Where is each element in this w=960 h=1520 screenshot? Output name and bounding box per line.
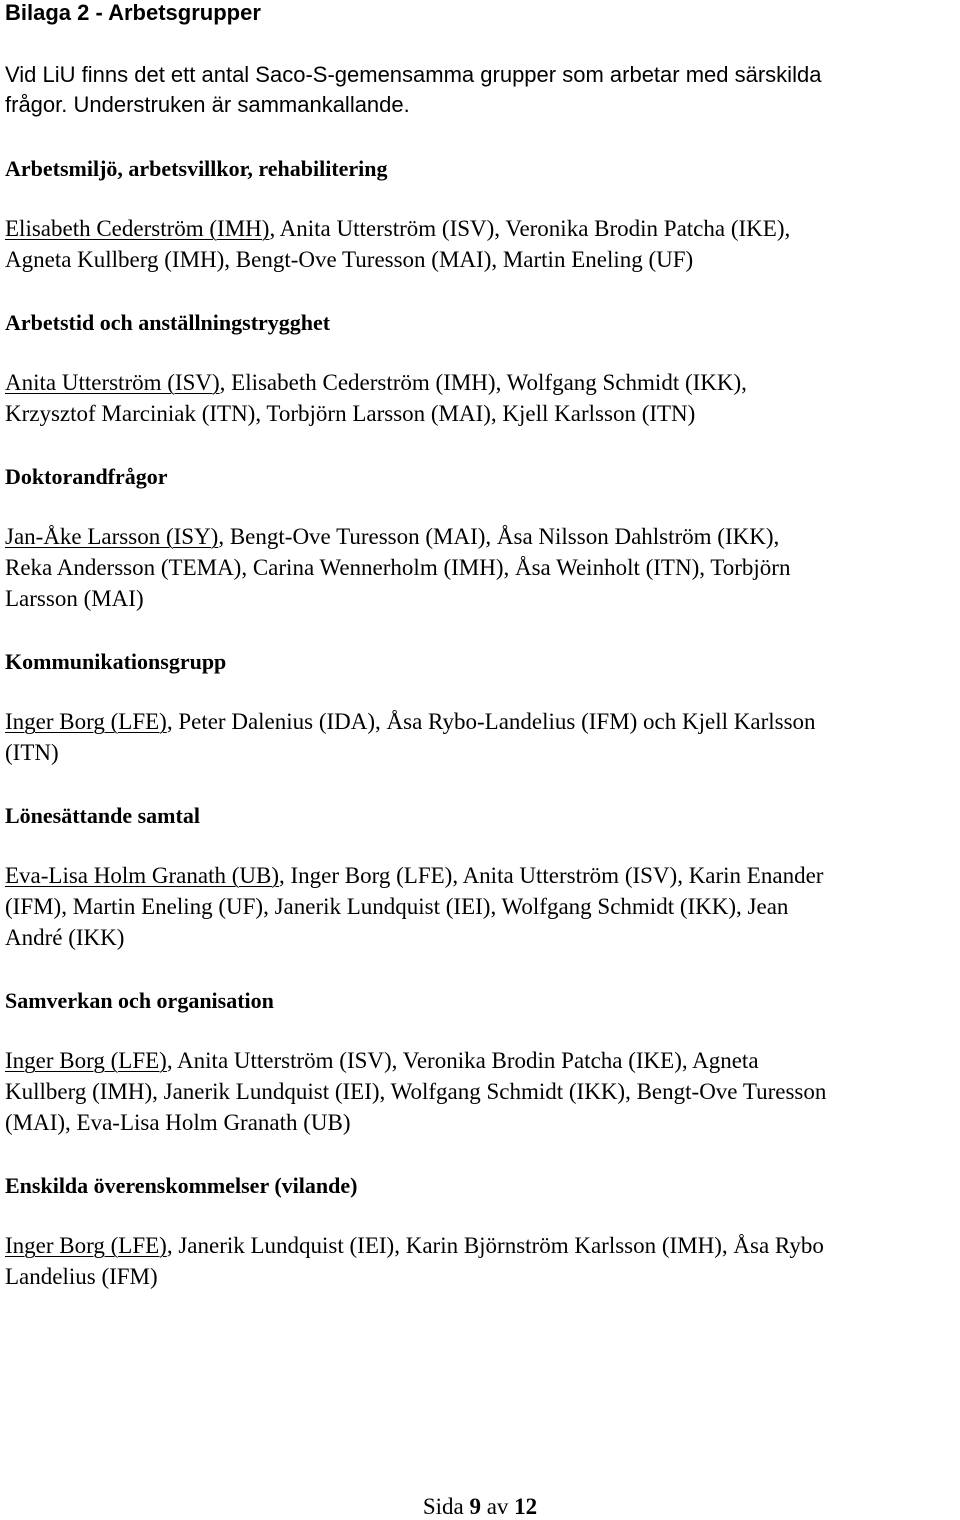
members-text: , Inger Borg (LFE), Anita Utterström (ISV), Karin Enander xyxy=(279,863,824,888)
group-heading: Arbetstid och anställningstrygghet xyxy=(5,310,331,335)
group-heading: Lönesättande samtal xyxy=(5,803,200,828)
members-text: , Bengt-Ove Turesson (MAI), Åsa Nilsson Dahlström (IKK), xyxy=(218,524,780,549)
convener-name: Jan-Åke Larsson (ISY) xyxy=(5,524,219,549)
intro-line-2: frågor. Understruken är sammankallande. xyxy=(5,92,410,117)
group-members-line: Landelius (IFM) xyxy=(5,1264,158,1289)
group-members-line xyxy=(5,524,779,550)
members-text: , Janerik Lundquist (IEI), Karin Björnström Karlsson (IMH), Åsa Rybo xyxy=(166,1233,824,1258)
intro-line-1: Vid LiU finns det ett antal Saco-S-gemensamma grupper som arbetar med särskilda xyxy=(5,62,822,87)
convener-name: Eva-Lisa Holm Granath (UB) xyxy=(5,863,280,888)
group-members-line: (MAI), Eva-Lisa Holm Granath (UB) xyxy=(5,1110,351,1135)
group-members-line: (ITN) xyxy=(5,740,59,765)
group-members-line: Krzysztof Marciniak (ITN), Torbjörn Larsson (MAI), Kjell Karlsson (ITN) xyxy=(5,401,696,426)
group-members-line: Larsson (MAI) xyxy=(5,586,144,611)
group-members-line xyxy=(5,863,823,889)
page-label: Sida xyxy=(422,1494,464,1519)
current-page-number: 9 xyxy=(469,1494,481,1519)
group-members-line xyxy=(5,370,747,396)
members-text: , Elisabeth Cederström (IMH), Wolfgang Schmidt (IKK), xyxy=(219,370,747,395)
group-members-line: Agneta Kullberg (IMH), Bengt-Ove Turesson (MAI), Martin Eneling (UF) xyxy=(5,247,694,272)
page-of-label: av xyxy=(486,1494,509,1519)
group-heading: Enskilda överenskommelser (vilande) xyxy=(5,1173,358,1198)
group-members-line: André (IKK) xyxy=(5,925,125,950)
group-members-line xyxy=(5,1048,759,1074)
group-members-line xyxy=(5,709,816,735)
convener-name: Elisabeth Cederström (IMH) xyxy=(5,216,270,241)
convener-name: Inger Borg (LFE) xyxy=(5,709,167,734)
group-members-line: Kullberg (IMH), Janerik Lundquist (IEI), Wolfgang Schmidt (IKK), Bengt-Ove Turesson xyxy=(5,1079,827,1104)
group-members-line xyxy=(5,216,790,242)
page-title: Bilaga 2 - Arbetsgrupper xyxy=(5,0,261,25)
group-heading: Arbetsmiljö, arbetsvillkor, rehabilitering xyxy=(5,156,388,181)
members-text: , Anita Utterström (ISV), Veronika Brodin Patcha (IKE), xyxy=(269,216,791,241)
page-number-footer xyxy=(0,1494,960,1520)
group-heading: Kommunikationsgrupp xyxy=(5,649,227,674)
convener-name: Anita Utterström (ISV) xyxy=(5,370,220,395)
group-members-line: (IFM), Martin Eneling (UF), Janerik Lundquist (IEI), Wolfgang Schmidt (IKK), Jean xyxy=(5,894,789,919)
convener-name: Inger Borg (LFE) xyxy=(5,1048,167,1073)
members-text: , Anita Utterström (ISV), Veronika Brodin Patcha (IKE), Agneta xyxy=(166,1048,759,1073)
group-members-line: Reka Andersson (TEMA), Carina Wennerholm (IMH), Åsa Weinholt (ITN), Torbjörn xyxy=(5,555,791,580)
total-pages-number: 12 xyxy=(514,1494,538,1519)
members-text: , Peter Dalenius (IDA), Åsa Rybo-Landelius (IFM) och Kjell Karlsson xyxy=(166,709,816,734)
group-heading: Doktorandfrågor xyxy=(5,464,168,489)
group-heading: Samverkan och organisation xyxy=(5,988,274,1013)
group-members-line xyxy=(5,1233,824,1259)
convener-name: Inger Borg (LFE) xyxy=(5,1233,167,1258)
